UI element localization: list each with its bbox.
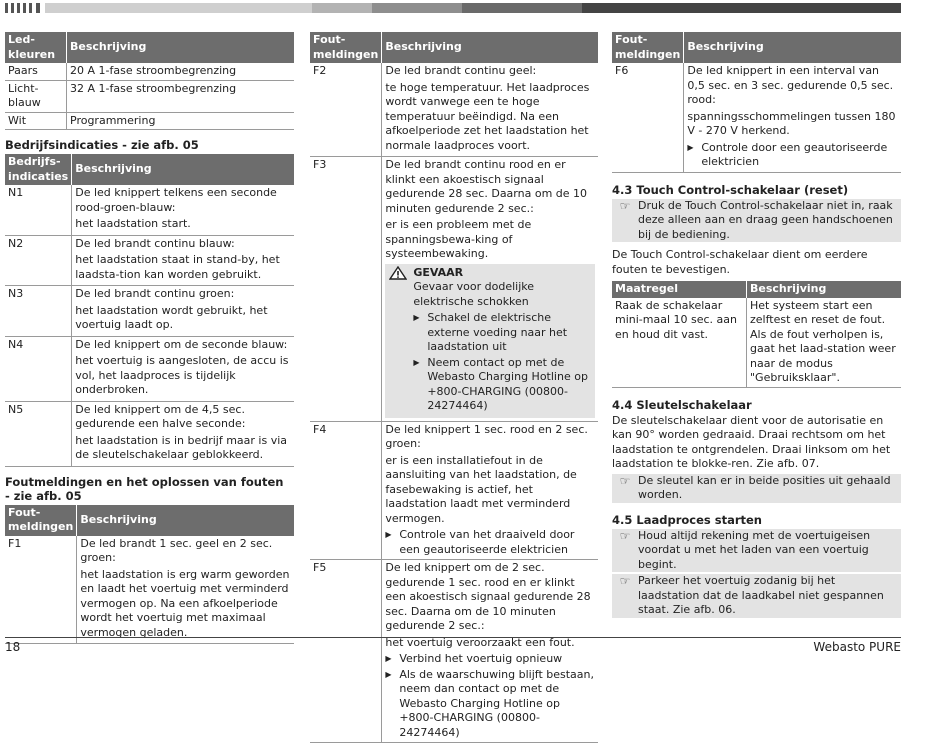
section-4-4-heading: 4.4 Sleutelschakelaar [612, 397, 752, 412]
error-signal: De led brandt continu geel: [385, 64, 537, 77]
error-signal: De led brandt 1 sec. geel en 2 sec. groen: [80, 536, 273, 564]
danger-bullet: ▶ Schakel de elektrische externe voeding naar het laadstation uit [413, 311, 591, 355]
status-signal: De led knippert om de 4,5 sec. gedurende een halve seconde: [75, 402, 246, 430]
status-indications-table [5, 154, 294, 467]
status-meaning: het laadstation wordt gebruikt, het voertuig laadt op. [75, 303, 268, 331]
pointing-hand-icon: ☞ [619, 574, 631, 588]
error-signal: De led knippert in een interval van 0,5 sec. en 3 sec. gedurende 0,5 sec. rood: [687, 64, 894, 106]
status-code: N2 [5, 235, 72, 286]
status-signal: De led knippert telkens een seconde rood-groen-blauw: [75, 186, 277, 214]
status-code-header: Bedrijfs- indicaties [5, 154, 72, 185]
section-4-4-paragraph: De sleutelschakelaar dient voor de autorisatie en kan 90° worden gedraaid. Draai rechtsom om het laadstation te ontgrendelen. Draai linksom om het laadstation te blokke-ren. Zie afb. 07. [612, 413, 891, 470]
danger-box [385, 264, 595, 418]
table-row [310, 421, 598, 560]
description-header: Beschrijving [72, 154, 294, 185]
error-meaning: spanningsschommelingen tussen 180 V - 270 V herkend. [687, 109, 896, 137]
note-text: De sleutel kan er in beide posities uit gehaald worden. [638, 473, 891, 501]
status-code: N3 [5, 286, 72, 337]
description-header: Beschrijving [382, 32, 598, 63]
error-meaning: het laadstation is erg warm geworden en laadt het voertuig met verminderd vermogen op. Na een afkoelperiode wordt het voertuig met maximaal vermogen geladen. [80, 567, 290, 639]
section-4-3-heading: 4.3 Touch Control-schakelaar (reset) [612, 182, 849, 197]
column-right [612, 32, 901, 620]
table-row [5, 63, 294, 80]
table-row [5, 336, 294, 401]
error-signal: De led brandt continu rood en er klinkt een akoestisch signaal gedurende 28 sec. Daarna om de 10 minuten gedurende 2 sec.: [385, 158, 588, 215]
error-code: F6 [612, 63, 684, 172]
warning-triangle-icon [389, 266, 407, 280]
pointing-hand-icon: ☞ [619, 473, 631, 488]
measure-cell: Raak de schakelaar mini-maal 10 sec. aan en houd dit vast. [612, 298, 747, 388]
error-code: F4 [310, 421, 382, 560]
note-text: Houd altijd rekening met de voertuigeisen voordat u met het laden van een voertuig begint. [638, 528, 871, 571]
table-row [310, 157, 598, 422]
description-header: Beschrijving [67, 32, 295, 63]
error-code-header: Fout- meldingen [5, 505, 77, 536]
action-bullet: ▶ Als de waarschuwing blijft bestaan, neem dan contact op met de Webasto Charging Hotline op +800-CHARGING (00800-24274464) [385, 668, 595, 741]
top-decorative-bar [0, 3, 950, 13]
led-color: Wit [5, 112, 67, 130]
table-row [612, 298, 901, 388]
status-meaning: het voertuig is aangesloten, de accu is vol, het laadproces is tijdelijk onderbroken. [75, 354, 289, 396]
table-row [5, 286, 294, 337]
description-header: Beschrijving [747, 281, 902, 298]
error-code: F2 [310, 63, 382, 157]
action-bullet: ▶ Controle door een geautoriseerde elektricien [687, 141, 898, 170]
touch-control-table [612, 281, 901, 388]
action-bullet: ▶ Controle van het draaiveld door een geautoriseerde elektricien [385, 528, 595, 557]
status-meaning: het laadstation start. [75, 217, 191, 230]
footer-divider [5, 637, 901, 638]
table-row [310, 63, 598, 157]
note-box [612, 199, 901, 243]
table-row [310, 560, 598, 743]
error-meaning: te hoge temperatuur. Het laadproces wordt vanwege een te hoge temperatuur beëindigd. Na een afkoelperiode zet het laadstation het normale laadproces voort. [385, 80, 590, 152]
error-meaning: het voertuig veroorzaakt een fout. [385, 635, 575, 649]
led-colors-header: Led- kleuren [5, 32, 67, 63]
led-colors-table [5, 32, 294, 130]
section-4-5-heading: 4.5 Laadproces starten [612, 512, 762, 527]
error-messages-table-1 [5, 505, 294, 645]
description-header: Beschrijving [77, 505, 294, 536]
status-code: N5 [5, 401, 72, 466]
led-description: Programmering [67, 112, 295, 130]
note-box [612, 474, 901, 503]
error-messages-table-3 [612, 32, 901, 173]
error-messages-heading: Foutmeldingen en het oplossen van fouten - zie afb. 05 [5, 474, 284, 503]
led-description: 32 A 1-fase stroombegrenzing [67, 80, 295, 112]
error-signal: De led knippert 1 sec. rood en 2 sec. groen: [385, 422, 588, 450]
status-signal: De led brandt continu blauw: [75, 236, 235, 250]
note-text: Parkeer het voertuig zodanig bij het laadstation dat de laadkabel niet gespannen staat. Zie afb. 06. [638, 574, 884, 616]
table-row [5, 80, 294, 112]
measure-description: Het systeem start een zelftest en reset de fout. Als de fout verholpen is, gaat het laad-station weer naar de modus "Gebruiksklaar". [747, 298, 902, 388]
status-code: N1 [5, 185, 72, 235]
pointing-hand-icon: ☞ [619, 198, 631, 213]
table-row [5, 401, 294, 466]
led-description: 20 A 1-fase stroombegrenzing [67, 63, 295, 80]
status-meaning: het laadstation is in bedrijf maar is via de sleutelschakelaar geblokkeerd. [75, 433, 288, 461]
status-code: N4 [5, 336, 72, 401]
danger-bullet: ▶ Neem contact op met de Webasto Charging Hotline op +800-CHARGING (00800-24274464) [413, 356, 591, 414]
description-header: Beschrijving [684, 32, 901, 63]
error-code: F3 [310, 157, 382, 422]
table-row [5, 536, 294, 644]
note-box [612, 529, 901, 573]
danger-text: Gevaar voor dodelijke elektrische schokken [413, 280, 535, 308]
table-row [5, 112, 294, 130]
error-meaning: er is een installatiefout in de aansluiting van het laadstation, de fasebewaking is actief, het laadstation laadt met verminderd vermogen. [385, 453, 577, 525]
measure-header: Maatregel [612, 281, 747, 298]
table-row [5, 185, 294, 235]
note-box [612, 574, 901, 618]
table-row [5, 235, 294, 286]
action-bullet: ▶ Verbind het voertuig opnieuw [385, 652, 595, 667]
note-text: Druk de Touch Control-schakelaar niet in, raak deze alleen aan en draag geen handschoenen bij de bediening. [638, 198, 893, 241]
footer-brand: Webasto PURE [813, 640, 901, 654]
status-signal: De led knippert om de seconde blauw: [75, 337, 288, 351]
error-code: F5 [310, 560, 382, 743]
led-color: Licht- blauw [5, 80, 67, 112]
status-signal: De led brandt continu groen: [75, 287, 235, 300]
error-code: F1 [5, 536, 77, 644]
table-row [612, 63, 901, 172]
section-4-3-paragraph: De Touch Control-schakelaar dient om eerdere fouten te bevestigen. [612, 248, 868, 276]
status-indications-heading: Bedrijfsindicaties - zie afb. 05 [5, 138, 199, 152]
error-signal: De led knippert om de 2 sec. gedurende 1 sec. rood en er klinkt een akoestisch signaal gedurende 28 sec. Daarna om de 10 minuten gedurende 2 sec.: [385, 561, 591, 632]
danger-title: GEVAAR [413, 265, 464, 279]
error-meaning: er is een probleem met de spanningsbewa-king of systeembewaking. [385, 218, 532, 260]
status-meaning: het laadstation staat in stand-by, het laadsta-tion kan worden gebruikt. [75, 253, 280, 281]
error-code-header: Fout- meldingen [310, 32, 382, 63]
led-color: Paars [5, 63, 67, 80]
page-number: 18 [5, 640, 21, 654]
pointing-hand-icon: ☞ [619, 528, 631, 543]
column-left [5, 32, 294, 644]
error-code-header: Fout- meldingen [612, 32, 684, 63]
